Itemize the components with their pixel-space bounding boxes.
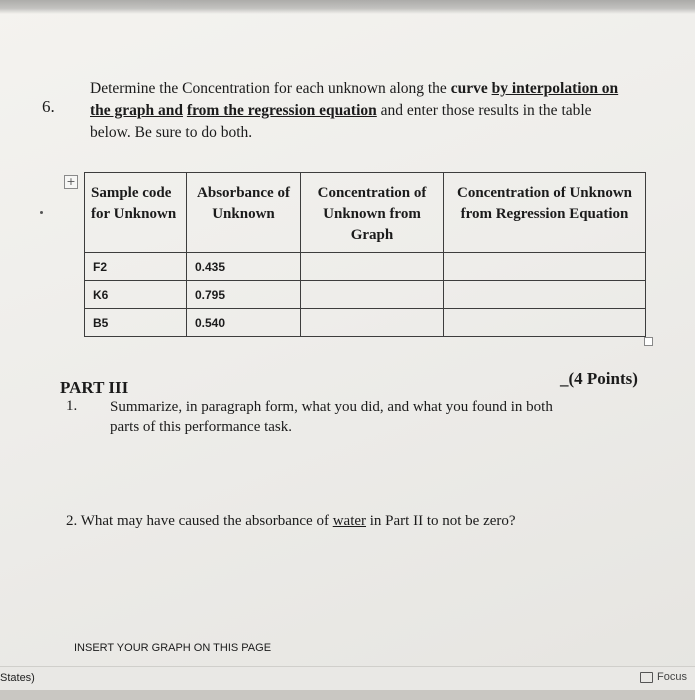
cell-conc-regression[interactable] [444,309,646,337]
cell-conc-regression[interactable] [444,281,646,309]
cell-absorbance[interactable]: 0.435 [187,253,301,281]
photo-shadow [0,0,695,14]
table-row [85,253,646,281]
cell-absorbance[interactable]: 0.540 [187,309,301,337]
prompt-1-text: Summarize, in paragraph form, what you did, and what you found in both parts of this performance task. [110,399,553,435]
cell-conc-graph[interactable] [301,253,444,281]
header-conc-graph: Concentration of Unknown from Graph [301,173,444,253]
insert-graph-label: INSERT YOUR GRAPH ON THIS PAGE [74,642,272,654]
prompt-1-number: 1. [66,398,78,414]
header-sample-code: Sample code for Unknown [85,173,187,253]
cell-conc-regression[interactable] [444,253,646,281]
cell-absorbance[interactable]: 0.795 [187,281,301,309]
table-move-handle-icon[interactable]: + [64,175,78,189]
cell-sample-code[interactable]: F2 [85,253,187,281]
focus-icon [640,672,653,683]
cell-sample-code[interactable]: B5 [85,309,187,337]
part-title: PART III [60,378,129,397]
desk-edge [0,690,695,700]
question-text: Determine the Concentration for each unknown along the curve by interpolation on the graph and from the regression equation and enter those results in the table below. Be sure to do both. [90,80,619,141]
cell-conc-graph[interactable] [301,309,444,337]
table-header-row [85,173,646,253]
cell-conc-graph[interactable] [301,281,444,309]
table-resize-handle-icon[interactable] [644,337,653,346]
question-number: 6. [42,97,55,116]
prompt-2-text: 2. What may have caused the absorbance of water in Part II to not be zero? [66,513,516,529]
header-absorbance: Absorbance of Unknown [187,173,301,253]
focus-button[interactable] [640,671,687,683]
results-table [84,172,646,337]
cell-sample-code[interactable]: K6 [85,281,187,309]
status-bar [0,666,695,690]
header-conc-regression: Concentration of Unknown from Regression Equation [444,173,646,253]
status-language[interactable]: States) [0,672,35,684]
bullet-dot [40,211,43,214]
points-label: _(4 Points) [560,369,638,388]
focus-label: Focus [657,671,687,683]
table-row [85,309,646,337]
table-row [85,281,646,309]
